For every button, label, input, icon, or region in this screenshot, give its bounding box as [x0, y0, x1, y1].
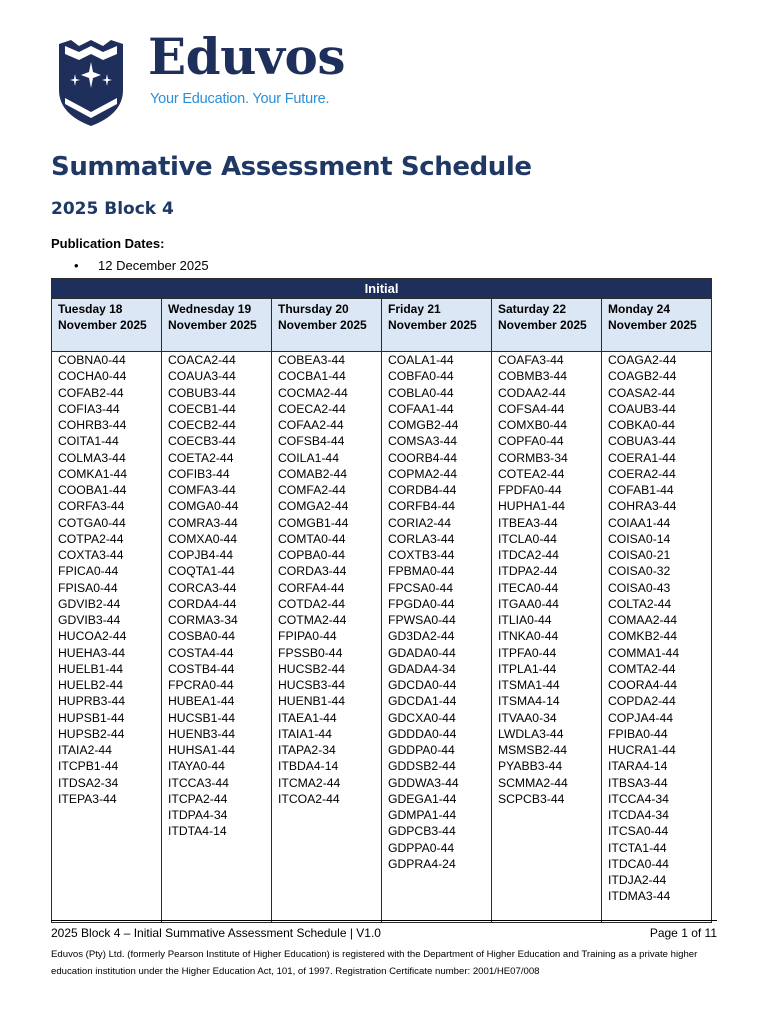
assessment-code: COMXB0-44: [498, 418, 568, 432]
footer-divider: [51, 920, 717, 921]
assessment-code: FPGDA0-44: [388, 596, 455, 611]
assessment-code: GDADA4-34: [388, 661, 456, 676]
assessment-code: COPJA4-44: [608, 710, 674, 725]
assessment-code: HUCSB2-44: [278, 661, 346, 676]
assessment-code: COTPA2-44: [58, 531, 124, 546]
assessment-code: COERA2-44: [608, 466, 676, 481]
assessment-code: COMAB2-44: [278, 466, 348, 481]
column-header-monday: Monday 24 November 2025: [602, 299, 712, 352]
assessment-code: COETA2-44: [168, 450, 234, 465]
assessment-code: GDDWA3-44: [388, 775, 459, 790]
assessment-code: GDEGA1-44: [388, 791, 457, 806]
assessment-code: CORIA2-44: [388, 515, 451, 530]
assessment-code: COFSB4-44: [278, 434, 345, 449]
assessment-code: HUCRA1-44: [608, 743, 676, 757]
assessment-code: ITGAA0-44: [498, 596, 559, 611]
shield-crest-icon: [57, 38, 125, 128]
assessment-code: FPIPA0-44: [278, 629, 337, 644]
assessment-code: COCBA1-44: [278, 369, 346, 384]
publication-dates-label: Publication Dates:: [51, 236, 165, 251]
assessment-code: COOBA1-44: [58, 483, 127, 497]
assessment-code: ITPFA0-44: [498, 645, 557, 660]
assessment-code: COFSA4-44: [498, 401, 565, 416]
assessment-code: COIAA1-44: [608, 515, 671, 530]
assessment-code: COLMA3-44: [58, 450, 126, 465]
assessment-code: ITDTA4-14: [168, 824, 227, 839]
assessment-code: FPICA0-44: [58, 564, 119, 579]
assessment-code: COBUB3-44: [168, 385, 236, 400]
assessment-code: COBNA0-44: [58, 353, 126, 367]
publication-date-item: [74, 258, 209, 273]
assessment-code: COMGB1-44: [278, 515, 349, 530]
assessment-code: GDCDA0-44: [388, 678, 457, 692]
assessment-code: CORMA3-34: [168, 613, 238, 627]
assessment-code: ITNKA0-44: [498, 629, 559, 644]
assessment-code: ITSMA1-44: [498, 678, 560, 692]
assessment-code: COBLA0-44: [388, 385, 454, 400]
assessment-code: ITDMA3-44: [608, 889, 671, 904]
assessment-code: HUENB1-44: [278, 694, 346, 709]
assessment-code: COSBA0-44: [168, 629, 236, 644]
assessment-code: COBKA0-44: [608, 418, 676, 432]
assessment-code: FPCRA0-44: [168, 678, 234, 692]
assessment-code: HUELB1-44: [58, 661, 124, 676]
assessment-code: ITVAA0-34: [498, 710, 557, 725]
assessment-code: COMGA2-44: [278, 499, 349, 514]
assessment-code: GDCXA0-44: [388, 710, 456, 725]
assessment-code: FPBMA0-44: [388, 564, 455, 579]
assessment-code: COMTA0-44: [278, 531, 346, 546]
column-header-friday: Friday 21 November 2025: [382, 299, 492, 352]
column-header-tuesday: Tuesday 18 November 2025: [52, 299, 162, 352]
assessment-code: COAGA2-44: [608, 353, 677, 367]
brand-name: Eduvos: [148, 27, 345, 86]
page-title: Summative Assessment Schedule: [51, 152, 532, 182]
assessment-code: COPFA0-44: [498, 434, 564, 449]
column-header-wednesday: Wednesday 19 November 2025: [162, 299, 272, 352]
assessment-code: FPISA0-44: [58, 580, 118, 595]
assessment-code: HUELB2-44: [58, 678, 124, 692]
bullet-icon: •: [74, 258, 79, 273]
assessment-code: ITBEA3-44: [498, 515, 558, 530]
assessment-code: ITARA4-14: [608, 759, 668, 774]
assessment-code: ITCSA0-44: [608, 824, 669, 839]
assessment-code: COXTA3-44: [58, 548, 124, 562]
assessment-code: COAUB3-44: [608, 401, 676, 416]
assessment-code: ITDPA2-44: [498, 564, 558, 579]
schedule-table: [51, 278, 712, 923]
assessment-code: ITDJA2-44: [608, 873, 667, 887]
assessment-code: GD3DA2-44: [388, 629, 455, 644]
assessment-code: COLTA2-44: [608, 596, 672, 611]
assessment-code: COPMA2-44: [388, 466, 458, 481]
assessment-code: ITCPB1-44: [58, 759, 119, 774]
assessment-code: CORDA3-44: [278, 564, 347, 579]
assessment-code: FPDFA0-44: [498, 483, 562, 497]
assessment-code: COMSA3-44: [388, 434, 458, 449]
assessment-code: CORDA4-44: [168, 596, 237, 611]
assessment-code: CORLA3-44: [388, 531, 455, 546]
assessment-code: GDDSB2-44: [388, 759, 456, 774]
assessment-code: SCMMA2-44: [498, 775, 568, 790]
assessment-code: ITDCA0-44: [608, 856, 669, 871]
assessment-code: ITECA0-44: [498, 580, 559, 595]
assessment-code: COECB1-44: [168, 401, 236, 416]
assessment-code: ITDPA4-34: [168, 808, 228, 822]
assessment-code: ITPLA1-44: [498, 661, 557, 676]
codes-column-thursday: [272, 352, 382, 923]
assessment-code: COORB4-44: [388, 450, 458, 465]
brand-tagline: Your Education. Your Future.: [150, 91, 330, 107]
legal-notice: Eduvos (Pty) Ltd. (formerly Pearson Institute of Higher Education) is registered with the Department of Higher Education and Training as a private higher education institution under the Higher Education Act, 101, of 1997. Registration Certificate number: 2001/HE07/008: [51, 949, 698, 977]
assessment-code: COALA1-44: [388, 353, 454, 367]
assessment-code: ITAEA1-44: [278, 710, 337, 725]
assessment-code: COITA1-44: [58, 434, 119, 449]
assessment-code: GDCDA1-44: [388, 694, 457, 709]
assessment-code: FPWSA0-44: [388, 613, 456, 627]
assessment-code: COMRA3-44: [168, 515, 238, 530]
assessment-code: COBMB3-44: [498, 369, 568, 384]
assessment-code: HUPSB1-44: [58, 710, 125, 725]
assessment-code: COMXA0-44: [168, 531, 238, 546]
assessment-code: HUEHA3-44: [58, 645, 126, 660]
assessment-code: COAUA3-44: [168, 369, 236, 384]
assessment-code: GDPPA0-44: [388, 840, 455, 855]
assessment-code: GDMPA1-44: [388, 808, 457, 822]
assessment-code: FPSSB0-44: [278, 645, 343, 660]
assessment-code: COMKA1-44: [58, 466, 128, 481]
assessment-code: COFAB1-44: [608, 483, 674, 497]
assessment-code: HUCOA2-44: [58, 629, 127, 644]
assessment-code: COACA2-44: [168, 353, 236, 367]
assessment-code: ITCDA4-34: [608, 808, 669, 822]
assessment-code: FPCSA0-44: [388, 580, 454, 595]
assessment-code: HUCSB1-44: [168, 710, 236, 725]
assessment-code: COMMA1-44: [608, 645, 680, 660]
assessment-code: ITBSA3-44: [608, 775, 668, 790]
assessment-code: HUBEA1-44: [168, 694, 235, 709]
assessment-code: COASA2-44: [608, 385, 676, 400]
assessment-code: ITCMA2-44: [278, 775, 341, 790]
assessment-code: HUENB3-44: [168, 726, 236, 741]
assessment-code: COMKB2-44: [608, 629, 678, 644]
assessment-code: COAGB2-44: [608, 369, 677, 384]
footer-page-number: Page 1 of 11: [649, 926, 717, 940]
assessment-code: ITCOA2-44: [278, 791, 340, 806]
codes-column-monday: [602, 352, 712, 923]
assessment-code: ITBDA4-14: [278, 759, 339, 774]
assessment-code: COMAA2-44: [608, 613, 678, 627]
assessment-code: ITAYA0-44: [168, 759, 225, 774]
assessment-code: COPDA2-44: [608, 694, 676, 709]
assessment-code: FPIBA0-44: [608, 726, 668, 741]
assessment-code: COTDA2-44: [278, 596, 346, 611]
assessment-code: ITAIA1-44: [278, 726, 332, 741]
assessment-code: COMGB2-44: [388, 418, 459, 432]
assessment-code: COPBA0-44: [278, 548, 346, 562]
assessment-code: ITDCA2-44: [498, 548, 559, 562]
assessment-code: COISA0-43: [608, 580, 671, 595]
assessment-code: PYABB3-44: [498, 759, 563, 774]
assessment-code: HUCSB3-44: [278, 678, 346, 692]
assessment-code: COQTA1-44: [168, 564, 235, 579]
assessment-code: GDDPA0-44: [388, 743, 455, 757]
assessment-code: CORFA3-44: [58, 499, 125, 514]
column-header-thursday: Thursday 20 November 2025: [272, 299, 382, 352]
column-header-saturday: Saturday 22 November 2025: [492, 299, 602, 352]
assessment-code: GDVIB2-44: [58, 596, 121, 611]
codes-column-tuesday: [52, 352, 162, 923]
assessment-code: COBFA0-44: [388, 369, 454, 384]
assessment-code: ITLIA0-44: [498, 613, 552, 627]
assessment-code: HUHSA1-44: [168, 743, 236, 757]
assessment-code: ITCPA2-44: [168, 791, 228, 806]
assessment-code: CORMB3-34: [498, 450, 568, 465]
assessment-code: COSTA4-44: [168, 645, 234, 660]
assessment-code: COFAB2-44: [58, 385, 124, 400]
assessment-code: COFIA3-44: [58, 401, 120, 416]
assessment-code: COTGA0-44: [58, 515, 126, 530]
assessment-code: ITAIA2-44: [58, 743, 112, 757]
assessment-code: COTEA2-44: [498, 466, 565, 481]
assessment-code: COAFA3-44: [498, 353, 564, 367]
assessment-code: COHRA3-44: [608, 499, 677, 514]
publication-date: 12 December 2025: [98, 258, 209, 273]
assessment-code: ITEPA3-44: [58, 791, 117, 806]
codes-column-saturday: [492, 352, 602, 923]
assessment-code: COFAA2-44: [278, 418, 344, 432]
assessment-code: COSTB4-44: [168, 661, 235, 676]
assessment-code: HUPSB2-44: [58, 726, 125, 741]
assessment-code: HUPRB3-44: [58, 694, 126, 709]
assessment-code: ITCLA0-44: [498, 531, 557, 546]
assessment-code: ITCCA4-34: [608, 791, 669, 806]
assessment-code: COISA0-14: [608, 531, 671, 546]
assessment-code: ITCTA1-44: [608, 840, 667, 855]
assessment-code: COPJB4-44: [168, 548, 234, 562]
assessment-code: COISA0-21: [608, 548, 671, 562]
assessment-code: ITCCA3-44: [168, 775, 229, 790]
assessment-code: ITAPA2-34: [278, 743, 336, 757]
assessment-code: COECB2-44: [168, 418, 236, 432]
assessment-code: COORA4-44: [608, 678, 678, 692]
assessment-code: CORFB4-44: [388, 499, 456, 514]
assessment-code: COCHA0-44: [58, 369, 127, 384]
assessment-code: ITDSA2-34: [58, 775, 119, 790]
assessment-code: GDDDA0-44: [388, 726, 457, 741]
assessment-code: COECA2-44: [278, 401, 346, 416]
assessment-code: COXTB3-44: [388, 548, 455, 562]
assessment-code: COMFA2-44: [278, 483, 346, 497]
assessment-code: MSMSB2-44: [498, 743, 568, 757]
assessment-code: COMFA3-44: [168, 483, 236, 497]
assessment-code: COFIB3-44: [168, 466, 230, 481]
assessment-code: GDVIB3-44: [58, 613, 121, 627]
codes-column-friday: [382, 352, 492, 923]
assessment-code: COFAA1-44: [388, 401, 454, 416]
codes-column-wednesday: [162, 352, 272, 923]
footer-document-title: 2025 Block 4 – Initial Summative Assessment Schedule | V1.0: [51, 926, 381, 940]
assessment-code: COECB3-44: [168, 434, 236, 449]
assessment-code: HUPHA1-44: [498, 499, 566, 514]
assessment-code: COISA0-32: [608, 564, 671, 579]
assessment-code: CORDB4-44: [388, 483, 457, 497]
assessment-code: COBUA3-44: [608, 434, 676, 449]
assessment-code: GDADA0-44: [388, 645, 456, 660]
assessment-code: CODAA2-44: [498, 385, 566, 400]
assessment-code: ITSMA4-14: [498, 694, 560, 709]
assessment-code: GDPRA4-24: [388, 856, 456, 871]
assessment-code: COILA1-44: [278, 450, 339, 465]
page-subtitle: 2025 Block 4: [51, 199, 174, 219]
assessment-code: LWDLA3-44: [498, 726, 564, 741]
assessment-code: COTMA2-44: [278, 613, 347, 627]
assessment-code: COBEA3-44: [278, 353, 346, 367]
assessment-code: CORCA3-44: [168, 580, 237, 595]
assessment-code: GDPCB3-44: [388, 824, 456, 839]
assessment-code: COCMA2-44: [278, 385, 348, 400]
assessment-code: COMGA0-44: [168, 499, 239, 514]
assessment-code: COMTA2-44: [608, 661, 676, 676]
assessment-code: CORFA4-44: [278, 580, 345, 595]
section-title: Initial: [52, 279, 712, 299]
assessment-code: SCPCB3-44: [498, 791, 565, 806]
assessment-code: COERA1-44: [608, 450, 676, 465]
assessment-code: COHRB3-44: [58, 418, 127, 432]
